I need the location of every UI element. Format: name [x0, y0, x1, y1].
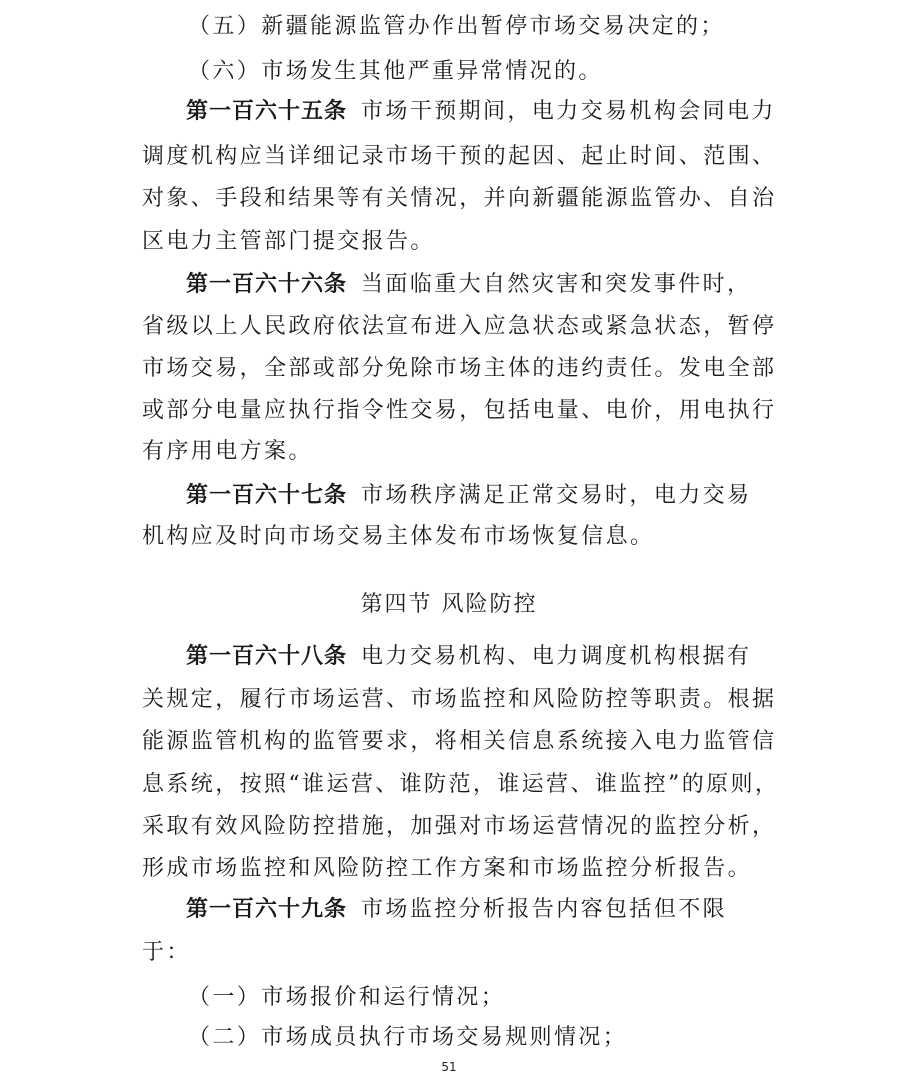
article-166-first-line	[186, 270, 751, 300]
article-167-text: 机构应及时向市场交易主体发布市场恢复信息。	[142, 524, 655, 549]
article-168-text: 形成市场监控和风险防控工作方案和市场监控分析报告。	[142, 856, 753, 881]
list-item: （五）新疆能源监管办作出暂停市场交易决定的；	[188, 14, 725, 39]
article-168-text: 能源监管机构的监管要求，将相关信息系统接入电力监管信	[142, 729, 777, 754]
article-166-text: 市场交易，全部或部分免除市场主体的违约责任。发电全部	[142, 356, 777, 381]
list-item: （六）市场发生其他严重异常情况的。	[188, 59, 603, 84]
article-169-first-line	[186, 895, 727, 925]
page-number: 51	[441, 1060, 457, 1074]
article-166-text: 当面临重大自然灾害和突发事件时，	[361, 272, 752, 297]
section-heading: 第四节 风险防控	[360, 592, 538, 617]
article-165-text: 调度机构应当详细记录市场干预的起因、起止时间、范围、	[142, 144, 777, 169]
article-167-title: 第一百六十七条	[186, 483, 348, 508]
article-166-text: 或部分电量应执行指令性交易，包括电量、电价，用电执行	[142, 398, 777, 423]
list-item: （一）市场报价和运行情况；	[188, 985, 506, 1010]
article-165-text: 市场干预期间，电力交易机构会同电力	[361, 99, 776, 124]
article-169-text: 于：	[142, 940, 191, 965]
article-168-text: 关规定，履行市场运营、市场监控和风险防控等职责。根据	[142, 687, 777, 712]
article-168-first-line	[186, 642, 751, 672]
article-165-title: 第一百六十五条	[186, 99, 348, 124]
article-169-text: 市场监控分析报告内容包括但不限	[361, 897, 728, 922]
article-169-title: 第一百六十九条	[186, 897, 348, 922]
article-165-text: 对象、手段和结果等有关情况，并向新疆能源监管办、自治	[142, 186, 777, 211]
list-item: （二）市场成员执行市场交易规则情况；	[188, 1025, 628, 1050]
article-165-text: 区电力主管部门提交报告。	[142, 229, 435, 254]
article-167-first-line	[186, 481, 751, 511]
article-168-text: 采取有效风险防控措施，加强对市场运营情况的监控分析，	[142, 814, 777, 839]
article-166-text: 省级以上人民政府依法宣布进入应急状态或紧急状态，暂停	[142, 314, 777, 339]
article-168-text: 息系统，按照“谁运营、谁防范，谁运营、谁监控”的原则，	[142, 772, 780, 797]
article-166-title: 第一百六十六条	[186, 272, 348, 297]
article-168-title: 第一百六十八条	[186, 644, 348, 669]
article-165-first-line	[186, 97, 776, 127]
article-168-text: 电力交易机构、电力调度机构根据有	[361, 644, 752, 669]
article-167-text: 市场秩序满足正常交易时，电力交易	[361, 483, 752, 508]
article-166-text: 有序用电方案。	[142, 439, 313, 464]
